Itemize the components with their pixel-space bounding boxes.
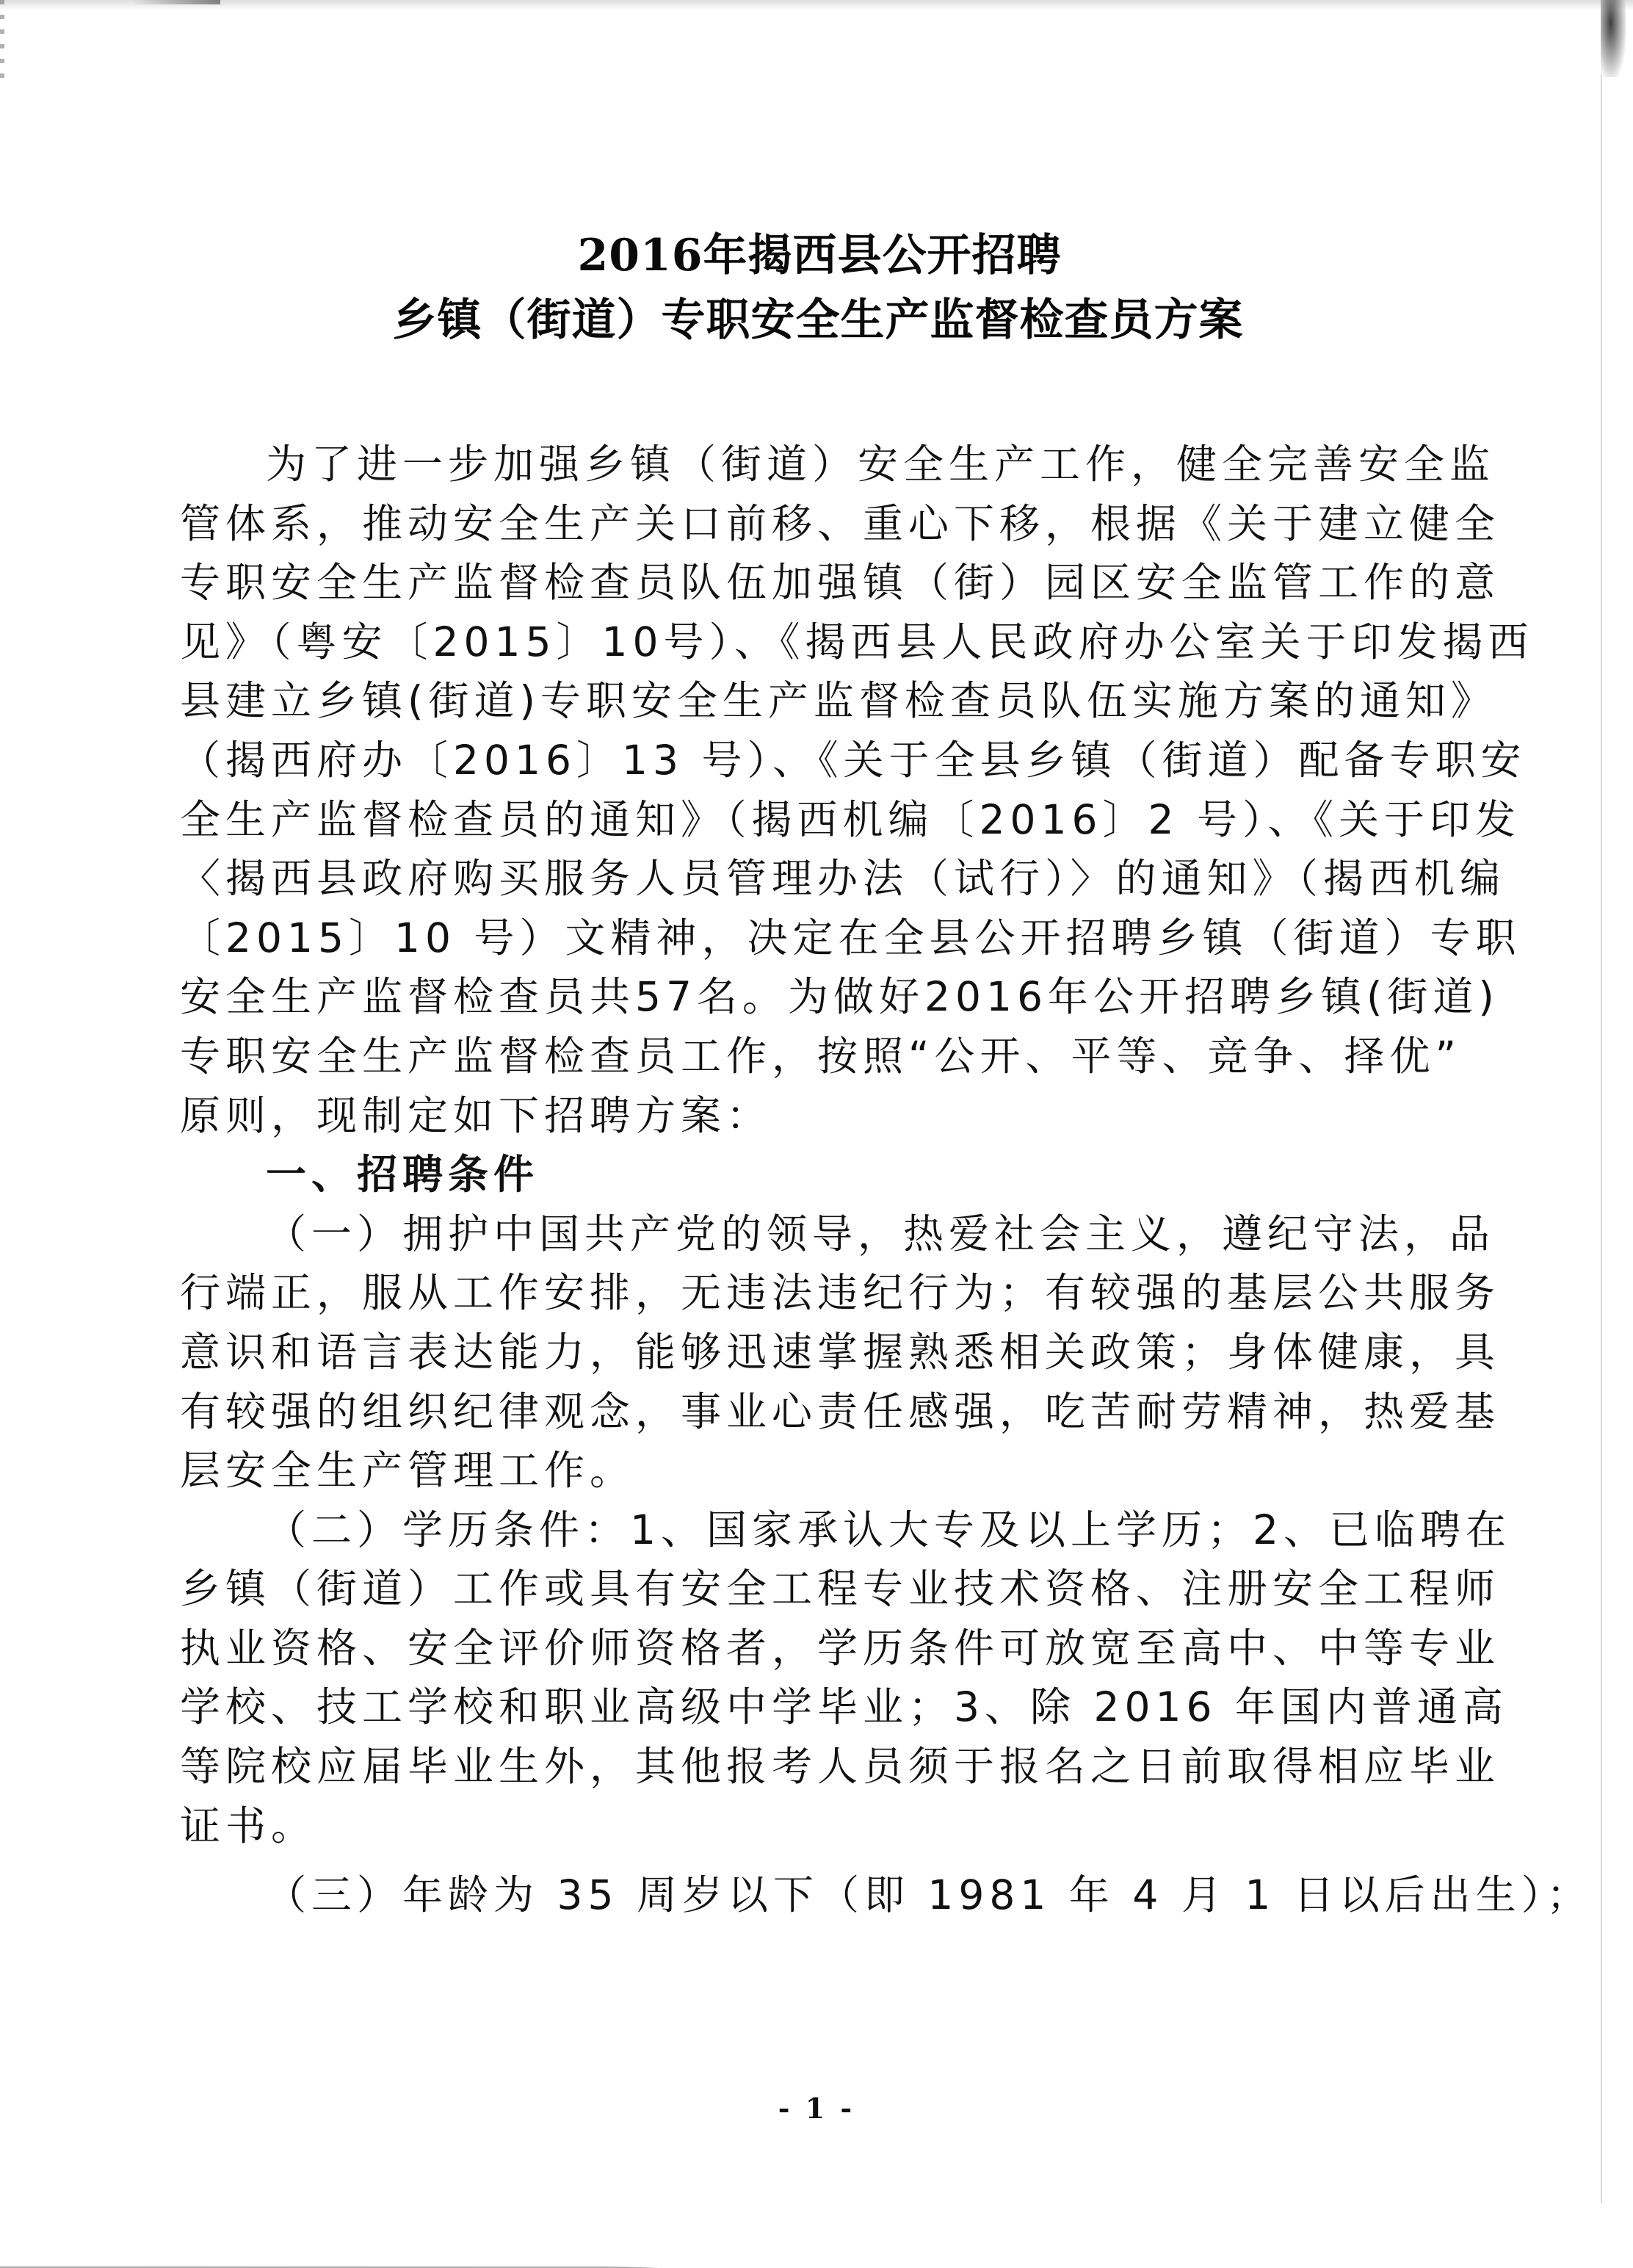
section-heading: 一、招聘条件 [266,1151,540,1199]
condition-line: （一）拥护中国共产党的领导，热爱社会主义，遵纪守法，品 [266,1210,1496,1257]
condition-line: （三）年龄为 35 周岁以下（即 1981 年 4 月 1 日以后出生）； [266,1871,1593,1919]
scan-edge-right [1601,73,1602,2203]
condition-item-2 [180,1500,1511,1856]
condition-line: 行端正，服从工作安排，无违法违纪行为；有较强的基层公共服务 [180,1269,1501,1317]
condition-line: 执业资格、安全评价师资格者，学历条件可放宽至高中、中等专业 [180,1624,1501,1672]
page-number: - 1 - [778,2092,855,2125]
intro-line: 见》（粤安〔2015〕10号）、《揭西县人民政府办公室关于印发揭西 [180,618,1534,665]
document-title-line-2: 乡镇（街道）专职安全生产监督检查员方案 [392,295,1244,346]
intro-line: （揭西府办〔2016〕13 号）、《关于全县乡镇（街道）配备专职安 [180,736,1527,784]
section-recruitment-conditions [180,1145,1593,1925]
condition-line: 层安全生产管理工作。 [180,1447,636,1495]
condition-line: 等院校应届毕业生外，其他报考人员须于报名之日前取得相应毕业 [180,1743,1501,1791]
intro-line: 专职安全生产监督检查员工作，按照“公开、平等、竞争、择优” [180,1032,1461,1080]
intro-line: 〈揭西县政府购买服务人员管理办法（试行）〉的通知》（揭西机编 [180,855,1506,903]
condition-line: 有较强的组织纪律观念，事业心责任感强，吃苦耐劳精神，热爱基 [180,1387,1501,1435]
intro-line: 为了进一步加强乡镇（街道）安全生产工作，健全完善安全监 [266,441,1496,488]
document-body [180,435,1593,1925]
spacer [180,1855,1381,1866]
condition-line: 证书。 [180,1802,317,1849]
intro-line: 安全生产监督检查员共57名。为做好2016年公开招聘乡镇(街道) [180,973,1499,1021]
intro-line: 〔2015〕10 号）文精神，决定在全县公开招聘乡镇（街道）专职 [180,914,1521,961]
scan-shadow-bottom [0,2242,661,2268]
scan-corner-mark [1601,0,1626,77]
scan-edge-top [0,0,1633,10]
intro-line: 管体系，推动安全生产关口前移、重心下移，根据《关于建立健全 [180,499,1501,547]
intro-line: 县建立乡镇(街道)专职安全生产监督检查员队伍实施方案的通知》 [180,677,1496,725]
scan-mark-top [132,0,220,4]
condition-line: 意识和语言表达能力，能够迅速掌握熟悉相关政策；身体健康，具 [180,1328,1501,1376]
condition-line: 乡镇（街道）工作或具有安全工程专业技术资格、注册安全工程师 [180,1565,1501,1613]
intro-line: 原则，现制定如下招聘方案： [180,1091,772,1139]
intro-line: 专职安全生产监督检查员队伍加强镇（街）园区安全监管工作的意 [180,559,1501,607]
condition-item-3 [180,1866,1593,1925]
condition-item-1 [180,1205,1501,1500]
intro-paragraph [180,435,1534,1145]
scan-edge-left [0,0,4,88]
intro-line: 全生产监督检查员的通知》（揭西机编〔2016〕2 号）、《关于印发 [180,795,1521,843]
document-title-line-1: 2016年揭西县公开招聘 [577,230,1062,281]
condition-line: 学校、技工学校和职业高级中学毕业；3、除 2016 年国内普通高 [180,1683,1508,1731]
condition-line: （二）学历条件：1、国家承认大专及以上学历；2、已临聘在 [266,1506,1511,1553]
